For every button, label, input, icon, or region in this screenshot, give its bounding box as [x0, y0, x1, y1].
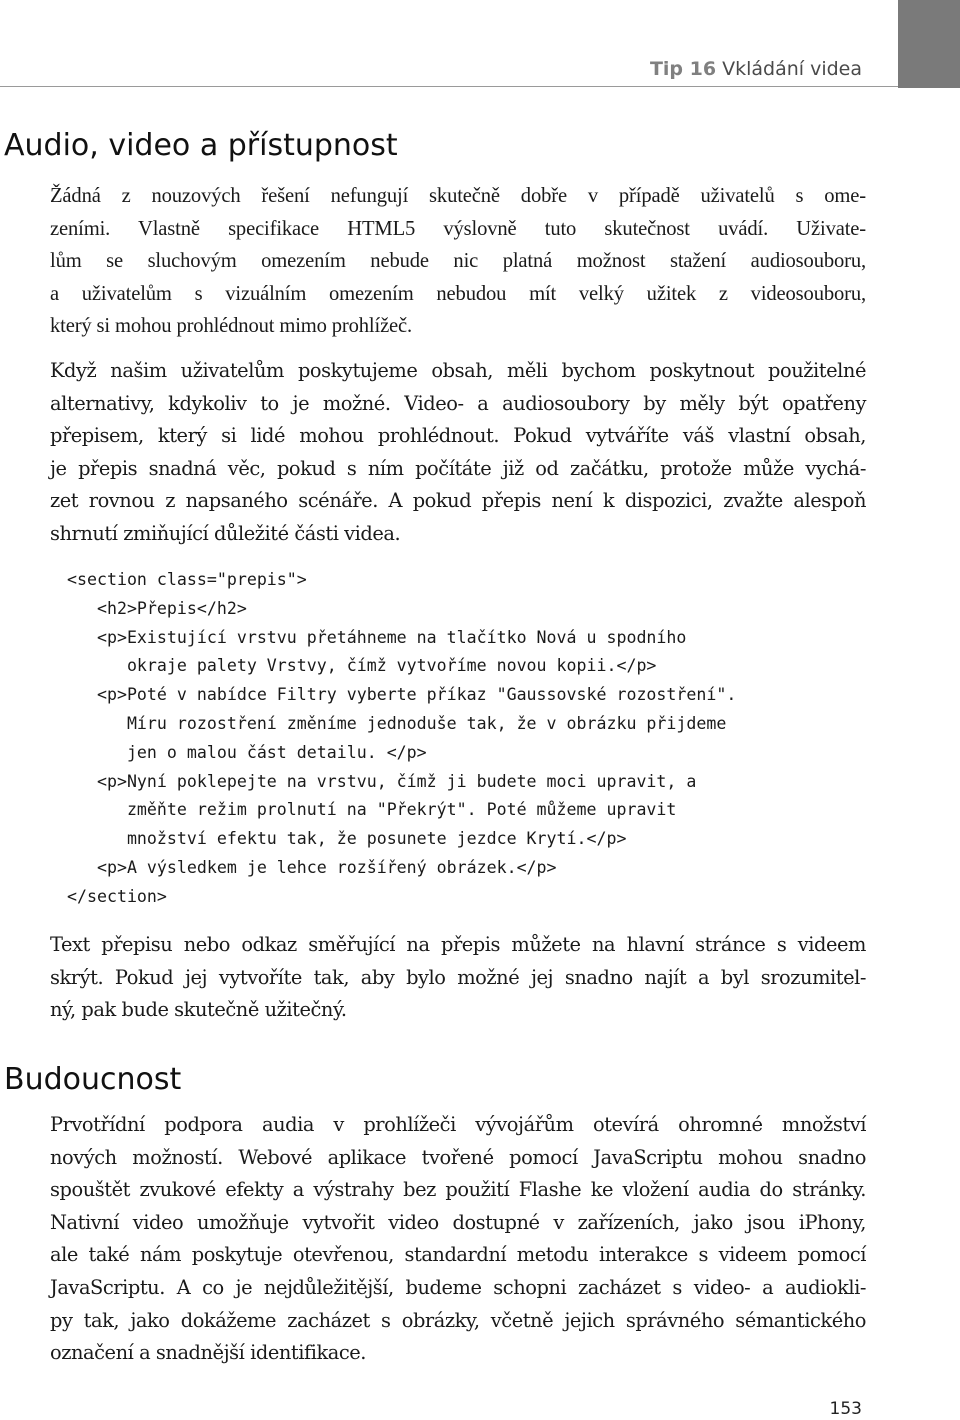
chapter-tab-marker	[898, 0, 960, 88]
text-line: py tak, jako dokážeme zacházet s obrázky, včetně jejich správného sémantického	[50, 1308, 866, 1332]
paragraph-future	[50, 1109, 866, 1370]
code-line: <p>Nyní poklepejte na vrstvu, čímž ji budete moci upravit, a	[67, 771, 697, 791]
text-line: spouštět zvukové efekty a výstrahy bez použití Flashe ke vložení audia do stránky.	[50, 1178, 866, 1202]
text-line: a uživatelům s vizuálním omezením nebudou mít velký užitek z videosouboru,	[50, 282, 866, 305]
text-line: Žádná z nouzových řešení nefungují skutečně dobře v případě uživatelů s ome-	[50, 185, 866, 207]
text-line: skrýt. Pokud jej vytvoříte tak, aby bylo možné jej snadno najít a byl srozumitel-	[50, 965, 866, 989]
text-line: lům se sluchovým omezením nebude nic platná možnost stažení audiosouboru,	[50, 250, 866, 273]
code-line: <p>Existující vrstvu přetáhneme na tlačítko Nová u spodního	[67, 627, 687, 647]
paragraph-transcript-link	[50, 929, 866, 1027]
code-line: změňte režim prolnutí na "Překrýt". Poté můžeme upravit	[67, 800, 677, 820]
code-line: okraje palety Vrstvy, čímž vytvoříme novou kopii.</p>	[67, 656, 657, 676]
code-line: množství efektu tak, že posunete jezdce Krytí.</p>	[67, 829, 627, 849]
text-line: JavaScriptu. A co je nejdůležitější, budeme schopni zacházet s video- a audiokli-	[50, 1275, 866, 1299]
code-line: </section>	[67, 886, 167, 906]
code-line: Míru rozostření změníme jednoduše tak, že v obrázku přijdeme	[67, 713, 727, 733]
text-line: Nativní video umožňuje vytvořit video dostupné v zařízeních, jako jsou iPhony,	[50, 1210, 866, 1234]
paragraph-accessibility-intro	[50, 180, 866, 343]
text-line: který si mohou prohlédnout mimo prohlížeč.	[50, 315, 413, 338]
page-number: 153	[829, 1399, 862, 1419]
text-line: ale také nám poskytuje otevřenou, standardní metodu interakce s videem pomocí	[50, 1243, 866, 1267]
text-line: Text přepisu nebo odkaz směřující na přepis můžete na hlavní stránce s videem	[50, 933, 866, 956]
code-line: <h2>Přepis</h2>	[67, 598, 247, 618]
text-line: Když našim uživatelům poskytujeme obsah, měli bychom poskytnout použitelné	[50, 359, 866, 382]
text-line: alternativy, kdykoliv to je možné. Video- a audiosoubory by měly být opatřeny	[50, 391, 866, 415]
running-header	[590, 55, 862, 83]
tip-number: Tip 16	[649, 58, 717, 80]
chapter-title: Vkládání videa	[722, 58, 862, 80]
code-line: <section class="prepis">	[67, 570, 307, 589]
text-line: zeními. Vlastně specifikace HTML5 výslovně tuto skutečnost uvádí. Uživate-	[50, 217, 866, 240]
section-heading-audio-video: Audio, video a přístupnost	[4, 128, 398, 163]
text-line: zet rovnou z napsaného scénáře. A pokud přepis není k dispozici, zvažte alespoň	[50, 489, 866, 513]
text-line: nových možností. Webové aplikace tvořené pomocí JavaScriptu mohou snadno	[50, 1145, 866, 1169]
text-line: Prvotřídní podpora audia v prohlížeči vývojářům otevírá ohromné množství	[50, 1113, 866, 1136]
text-line: označení a snadnější identifikace.	[50, 1341, 367, 1365]
header-divider	[0, 86, 898, 87]
section-heading-future: Budoucnost	[4, 1062, 182, 1097]
code-line: <p>A výsledkem je lehce rozšířený obrázek.</p>	[67, 857, 557, 877]
paragraph-alternatives	[50, 355, 866, 551]
text-line: shrnutí zmiňující důležité části videa.	[50, 521, 401, 545]
text-line: ný, pak bude skutečně užitečný.	[50, 998, 347, 1022]
code-listing	[67, 566, 736, 912]
text-line: přepisem, který si lidé mohou prohlédnout. Pokud vytváříte váš vlastní obsah,	[50, 424, 866, 448]
code-line: jen o malou část detailu. </p>	[67, 742, 427, 762]
code-line: <p>Poté v nabídce Filtry vyberte příkaz "Gaussovské rozostření".	[67, 685, 737, 705]
text-line: je přepis snadná věc, pokud s ním počítáte již od začátku, protože může vychá-	[50, 456, 866, 480]
